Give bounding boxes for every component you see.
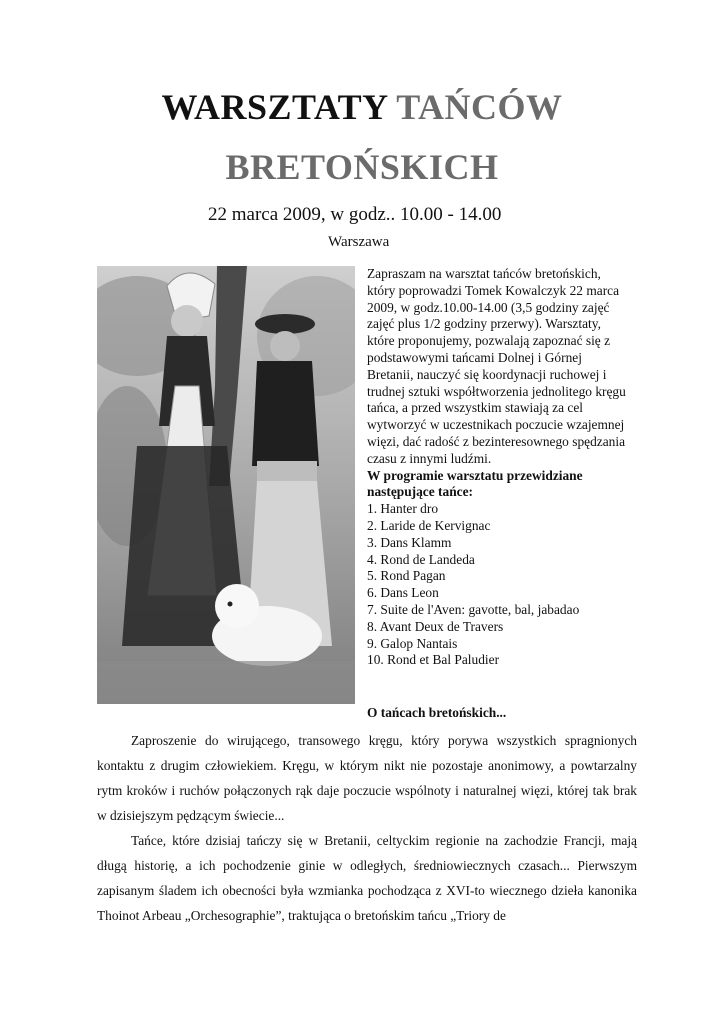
list-item: 1. Hanter dro — [367, 501, 439, 517]
list-item: 5. Rond Pagan — [367, 568, 446, 584]
intro-text: Zapraszam na warsztat tańców bretońskich, który poprowadzi Tomek Kowalczyk 22 marca 2009, w godz.10.00-14.00 (3,5 godziny zajęć zajęć plus 1/2 godziny przerwy). Warsztaty, które proponujemy, pozwalają zapoznać się z podstawowymi tańcami Dolnej i Górnej Bretanii, nauczyć się koordynacji ruchowej i trudnej sztuki współtworzenia jednolitego kręgu tańca, a przed wszystkim stawiają za cel wytworzyć w uczestnikach poczucie wzajemnej więzi, dać radość z bezinteresownego spędzania czasu z innymi ludźmi. — [367, 266, 626, 466]
program-heading: W programie warsztatu przewidziane następujące tańce: — [367, 467, 583, 500]
intro-column — [367, 266, 630, 669]
title-part1: WARSZTATY — [161, 87, 388, 127]
page-title — [0, 86, 724, 128]
about-heading: O tańcach bretońskich... — [367, 705, 507, 720]
dance-list — [367, 501, 630, 669]
body-text — [97, 728, 637, 928]
paragraph: Tańce, które dzisiaj tańczy się w Bretanii, celtyckim regionie na zachodzie Francji, mają długą historię, a ich pochodzenie ginie w odległych, średniowiecznych czasach... Pierwszym zapisanym śladem ich obecności była wzmianka pochodząca z XVI-to wiecznego dzieła kanonika Thoinot Arbeau „Orchesographie”, traktująca o bretońskim tańcu „Triory de — [97, 833, 637, 923]
page-title-line2: BRETOŃSKICH — [225, 147, 499, 187]
couple-photo — [97, 266, 355, 704]
event-date: 22 marca 2009, w godz.. 10.00 - 14.00 — [208, 204, 502, 225]
list-item: 8. Avant Deux de Travers — [367, 618, 504, 634]
list-item: 2. Laride de Kervignac — [367, 517, 491, 533]
list-item: 6. Dans Leon — [367, 585, 439, 601]
list-item: 7. Suite de l'Aven: gavotte, bal, jabadao — [367, 601, 580, 617]
paragraph: Zaproszenie do wirującego, transowego kręgu, który porywa wszystkich spragnionych kontaktu z drugim człowiekiem. Kręgu, w którym nikt nie pozostaje anonimowy, a powtarzalny rytm kroków i ruchów połączonych rąk daje poczucie wspólnoty i naturalnej więzi, której tak brak w dzisiejszym pędzącym świecie... — [97, 733, 637, 823]
title-part2: TAŃCÓW — [396, 87, 563, 127]
list-item: 9. Galop Nantais — [367, 635, 458, 651]
list-item: 4. Rond de Landeda — [367, 551, 475, 567]
list-item: 10. Rond et Bal Paludier — [367, 652, 500, 668]
event-city: Warszawa — [328, 234, 390, 250]
list-item: 3. Dans Klamm — [367, 534, 452, 550]
